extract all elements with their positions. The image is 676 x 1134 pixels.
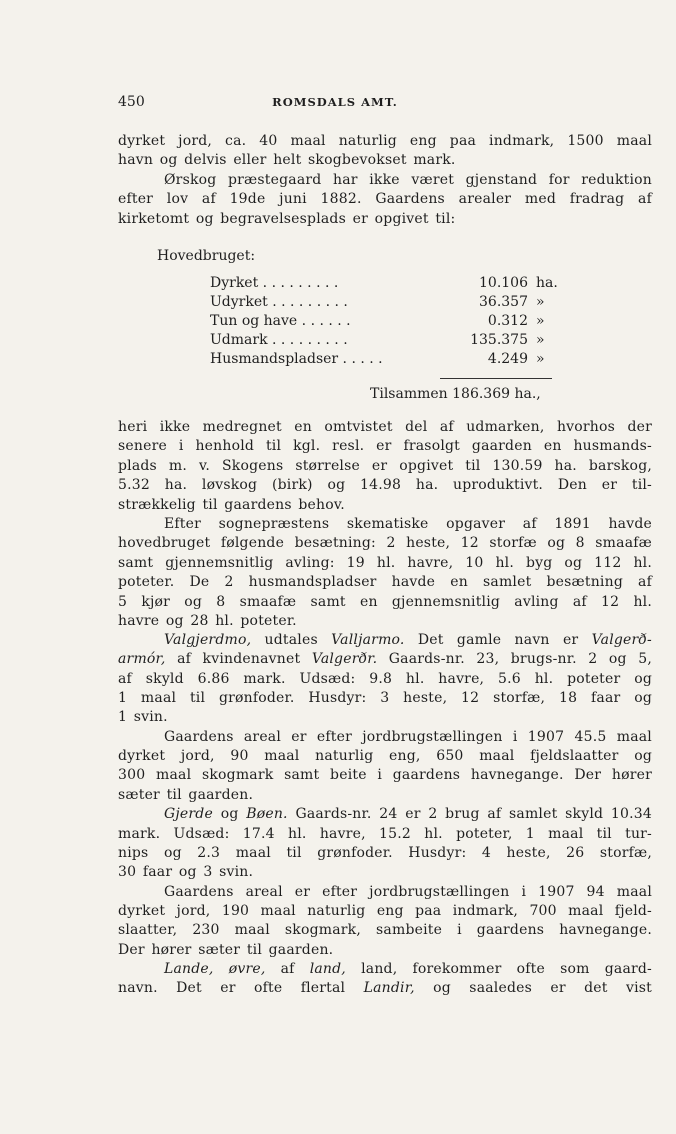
text-line: mark. Udsæd: 17.4 hl. havre, 15.2 hl. poteter, 1 maal til tur- <box>118 826 652 842</box>
row-value: 36.357 <box>479 294 528 310</box>
text-span <box>214 961 229 977</box>
text-line: 30 faar og 3 svin. <box>118 864 254 880</box>
row-value: 135.375 <box>470 332 528 348</box>
row-label: Udmark . . . . . . . . . <box>210 332 348 348</box>
row-value: 4.249 <box>487 351 528 367</box>
text-span: af <box>265 961 310 977</box>
summary-row <box>210 275 558 293</box>
text-line: dyrket jord, 90 maal naturlig eng, 650 maal fjeldslaatter og <box>118 748 652 764</box>
text-line: Gaardens areal er efter jordbrugstællingen i 1907 45.5 maal <box>164 729 652 745</box>
text-span: Det gamle navn er <box>404 632 592 648</box>
text-line: kirketomt og begravelsesplads er opgivet til: <box>118 211 456 227</box>
place-name: øvre, <box>228 961 266 977</box>
text-line: strækkelig til gaardens behov. <box>118 497 345 513</box>
text-line: Efter sognepræstens skematiske opgaver af 1891 havde <box>164 516 652 532</box>
text-span: Gaards-nr. 23, brugs-nr. 2 og 5, <box>377 651 652 667</box>
text-span: Gaards-nr. 24 er 2 brug af samlet skyld 10.34 <box>287 806 652 822</box>
text-line: sæter til gaarden. <box>118 787 254 803</box>
row-unit: » <box>536 294 545 310</box>
text-span: navn. Det er ofte flertal <box>118 980 364 996</box>
place-name: Valgerðr. <box>311 651 378 667</box>
text-span: land, forekommer ofte som gaard- <box>345 961 652 977</box>
sum-rule <box>440 378 552 379</box>
text-line: plads m. v. Skogens størrelse er opgivet til 130.59 ha. barskog, <box>118 458 652 474</box>
row-unit: ha. <box>536 275 558 291</box>
text-span: af kvindenavnet <box>165 651 312 667</box>
row-value: 10.106 <box>479 275 528 291</box>
summary-row <box>210 313 555 331</box>
place-name: Valgerð- <box>591 632 652 648</box>
row-value: 0.312 <box>487 313 528 329</box>
text-line: hovedbruget følgende besætning: 2 heste, 12 storfæ og 8 smaafæ <box>118 535 652 551</box>
place-name: Landir, <box>363 980 415 996</box>
summary-row <box>210 332 555 350</box>
text-line <box>118 979 652 997</box>
text-line: samt gjennemsnitlig avling: 19 hl. havre, 10 hl. byg og 112 hl. <box>118 555 652 571</box>
place-name: Gjerde <box>164 806 213 822</box>
running-title: ROMSDALS AMT. <box>272 95 398 109</box>
row-unit: » <box>536 332 545 348</box>
place-name: armór, <box>118 651 166 667</box>
row-label: Dyrket . . . . . . . . . <box>210 275 339 291</box>
place-name: Lande, <box>164 961 214 977</box>
row-unit: » <box>536 351 545 367</box>
text-line: efter lov af 19de juni 1882. Gaardens arealer med fradrag af <box>118 191 652 207</box>
text-span: udtales <box>251 632 332 648</box>
text-line: Der hører sæter til gaarden. <box>118 942 334 958</box>
text-line: Gaardens areal er efter jordbrugstællingen i 1907 94 maal <box>164 884 652 900</box>
row-unit: » <box>536 313 545 329</box>
text-line: dyrket jord, 190 maal naturlig eng paa indmark, 700 maal fjeld- <box>118 903 652 919</box>
text-line: dyrket jord, ca. 40 maal naturlig eng paa indmark, 1500 maal <box>118 133 652 149</box>
text-line: Ørskog præstegaard har ikke været gjenstand for reduktion <box>164 172 652 188</box>
text-line: heri ikke medregnet en omtvistet del af udmarken, hvorhos der <box>118 419 652 435</box>
text-line: 1 maal til grønfoder. Husdyr: 3 heste, 12 storfæ, 18 faar og <box>118 690 652 706</box>
text-line: poteter. De 2 husmandspladser havde en samlet besætning af <box>118 574 652 590</box>
row-label: Husmandspladser . . . . . <box>210 351 383 367</box>
text-span: og saaledes er det vist <box>414 980 652 996</box>
text-line <box>164 960 652 978</box>
place-name: Valljarmo. <box>331 632 405 648</box>
place-name: Bøen. <box>246 806 288 822</box>
page-number: 450 <box>118 94 145 110</box>
row-label: Tun og have . . . . . . <box>210 313 351 329</box>
page-header <box>118 94 552 114</box>
text-line: senere i henhold til kgl. resl. er frasolgt gaarden en husmands- <box>118 438 652 454</box>
summary-row <box>210 351 555 369</box>
text-line <box>118 650 652 668</box>
text-line: slaatter, 230 maal skogmark, sambeite i gaardens havnegange. <box>118 922 652 938</box>
text-line <box>164 631 652 649</box>
text-line: 300 maal skogmark samt beite i gaardens havnegange. Der hører <box>118 767 652 783</box>
text-line: havn og delvis eller helt skogbevokset mark. <box>118 152 456 168</box>
text-span: og <box>212 806 247 822</box>
text-line: havre og 28 hl. poteter. <box>118 613 297 629</box>
place-name: Valgjerdmo, <box>164 632 252 648</box>
text-line: af skyld 6.86 mark. Udsæd: 9.8 hl. havre, 5.6 hl. poteter og <box>118 671 652 687</box>
summary-label: Hovedbruget: <box>157 248 256 264</box>
text-line: 5.32 ha. løvskog (birk) og 14.98 ha. uproduktivt. Den er til- <box>118 477 652 493</box>
text-line <box>164 805 652 823</box>
text-line: 5 kjør og 8 smaafæ samt en gjennemsnitlig avling af 12 hl. <box>118 594 652 610</box>
text-line: 1 svin. <box>118 709 168 725</box>
summary-total: Tilsammen 186.369 ha., <box>370 386 541 402</box>
summary-row <box>210 294 555 312</box>
text-line: nips og 2.3 maal til grønfoder. Husdyr: 4 heste, 26 storfæ, <box>118 845 652 861</box>
place-name: land, <box>309 961 346 977</box>
row-label: Udyrket . . . . . . . . . <box>210 294 348 310</box>
